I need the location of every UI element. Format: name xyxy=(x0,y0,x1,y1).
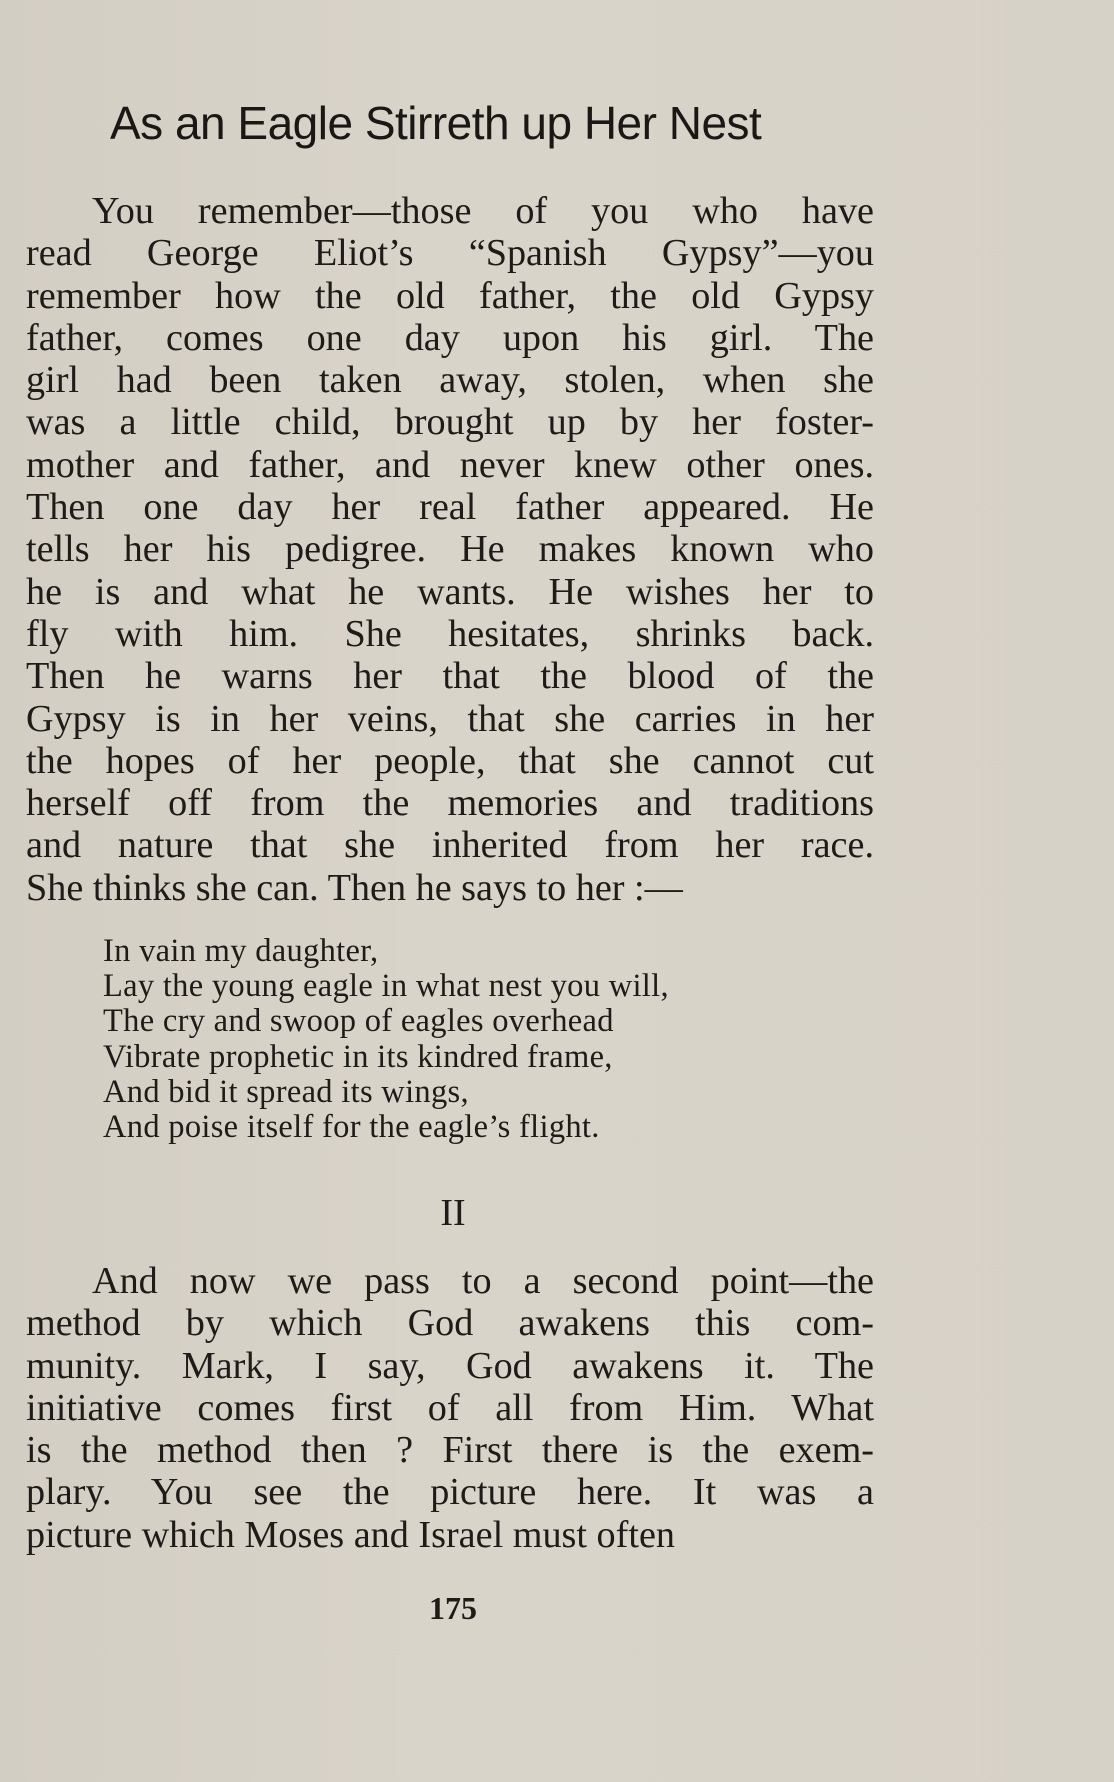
text-line: is the method then ? First there is the exem- xyxy=(26,1429,874,1472)
text-line: and nature that she inherited from her race. xyxy=(26,824,874,867)
poem-line: Vibrate prophetic in its kindred frame, xyxy=(103,1038,613,1075)
poem-line: In vain my daughter, xyxy=(103,933,379,969)
text-line: father, comes one day upon his girl. The xyxy=(26,316,874,359)
paragraph-2 xyxy=(26,1260,874,1556)
poem-line: And bid it spread its wings, xyxy=(103,1073,469,1110)
text-line: read George Eliot’s “Spanish Gypsy”—you xyxy=(26,232,874,275)
text-line: mother and father, and never knew other ones. xyxy=(26,443,874,486)
running-head: As an Eagle Stirreth up Her Nest xyxy=(110,97,762,149)
poem-line: The cry and swoop of eagles overhead xyxy=(103,1003,614,1040)
text-line: he is and what he wants. He wishes her to xyxy=(26,570,874,613)
text-line: was a little child, brought up by her foster- xyxy=(26,401,874,444)
poem-line: Lay the young eagle in what nest you will, xyxy=(103,968,669,1005)
poem-line: And poise itself for the eagle’s flight. xyxy=(103,1108,600,1145)
text-line: picture which Moses and Israel must often xyxy=(26,1513,676,1556)
text-line: She thinks she can. Then he says to her :— xyxy=(26,866,683,909)
page-number: 175 xyxy=(429,1590,477,1626)
poem-quotation xyxy=(103,934,823,1145)
text-line: girl had been taken away, stolen, when she xyxy=(26,359,874,402)
text-line: initiative comes first of all from Him. What xyxy=(26,1386,874,1429)
paragraph-1 xyxy=(26,190,874,909)
text-line: the hopes of her people, that she cannot cut xyxy=(26,739,874,782)
text-line: And now we pass to a second point—the xyxy=(92,1260,874,1302)
text-line: plary. You see the picture here. It was a xyxy=(26,1471,874,1514)
text-line: tells her his pedigree. He makes known who xyxy=(26,528,874,571)
text-line: fly with him. She hesitates, shrinks back. xyxy=(26,612,874,655)
text-line: Then he warns her that the blood of the xyxy=(26,655,874,698)
text-line: Gypsy is in her veins, that she carries in her xyxy=(26,697,874,740)
text-line: You remember—those of you who have xyxy=(92,190,874,232)
section-numeral: II xyxy=(440,1192,466,1234)
text-line: method by which God awakens this com- xyxy=(26,1302,874,1345)
text-line: remember how the old father, the old Gypsy xyxy=(26,274,874,317)
text-line: munity. Mark, I say, God awakens it. The xyxy=(26,1344,874,1387)
text-line: Then one day her real father appeared. He xyxy=(26,486,874,529)
text-line: herself off from the memories and traditions xyxy=(26,782,874,825)
